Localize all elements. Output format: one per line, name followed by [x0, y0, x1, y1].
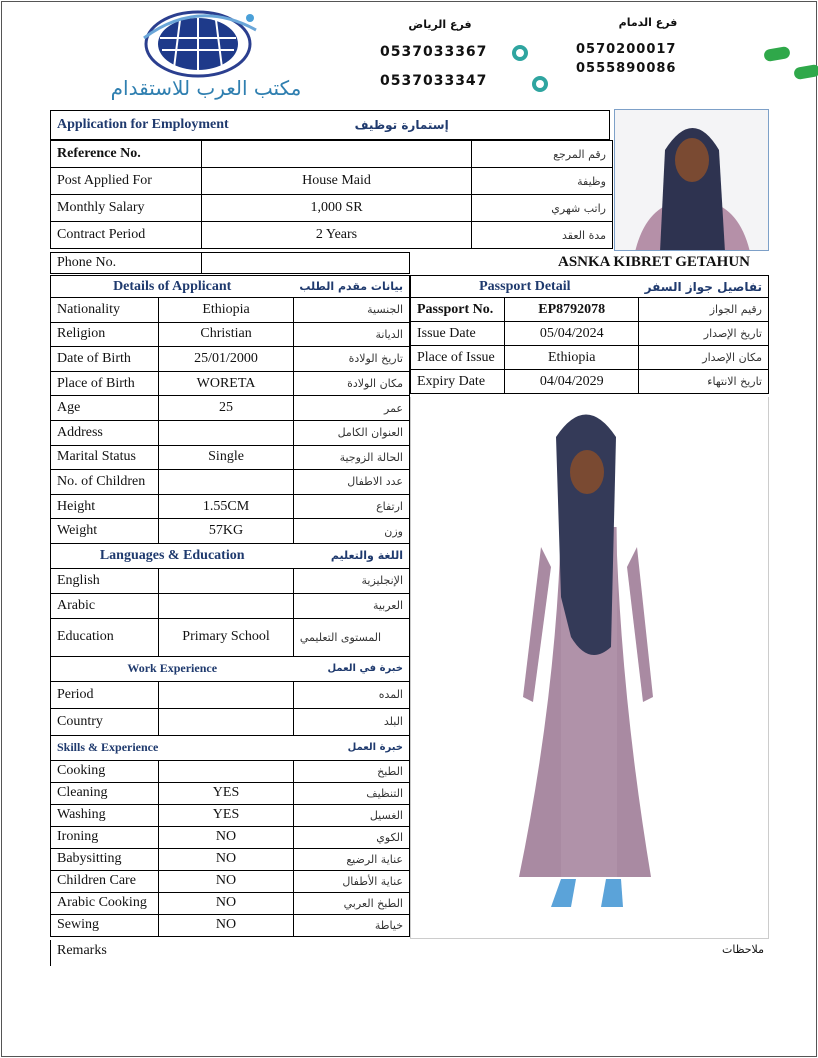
- table-row: [411, 322, 769, 346]
- post-ar: وظيفة: [472, 168, 613, 195]
- table-row: [411, 370, 769, 394]
- row-label-ar: العنوان الكامل: [293, 420, 409, 445]
- dammam-phone-1: 0570200017: [576, 42, 677, 57]
- row-label-ar: الكوي: [293, 826, 409, 848]
- row-label: Place of Issue: [411, 346, 505, 370]
- row-label-ar: العربية: [293, 593, 409, 618]
- table-row: [51, 708, 410, 735]
- logo-text: مكتب العرب للاستقدام: [110, 76, 302, 100]
- table-row: [51, 420, 410, 445]
- table-row: [51, 396, 410, 421]
- row-label-ar: ارتفاع: [293, 494, 409, 519]
- contract-label: Contract Period: [51, 222, 202, 249]
- row-value[interactable]: 57KG: [159, 519, 294, 544]
- table-row: [51, 914, 410, 936]
- row-label: Expiry Date: [411, 370, 505, 394]
- table-row: [51, 347, 410, 372]
- skills-title-en: Skills & Experience: [51, 735, 294, 760]
- row-label-ar: عناية الرضيع: [293, 848, 409, 870]
- row-label: Marital Status: [51, 445, 159, 470]
- skills-title-ar: خبرة العمل: [293, 735, 409, 760]
- row-label: Address: [51, 420, 159, 445]
- row-label-ar: الإنجليزية: [293, 568, 409, 593]
- row-label: Place of Birth: [51, 371, 159, 396]
- row-label: Ironing: [51, 826, 159, 848]
- row-label-ar: مكان الولادة: [293, 371, 409, 396]
- applicant-portrait: [614, 109, 769, 251]
- row-label-ar: الغسيل: [293, 804, 409, 826]
- phone-row-table: [50, 252, 410, 274]
- salary-label: Monthly Salary: [51, 195, 202, 222]
- dammam-branch-label: فرع الدمام: [618, 16, 678, 29]
- table-row: [411, 346, 769, 370]
- row-label-ar: تاريخ الولادة: [293, 347, 409, 372]
- details-title-en: Details of Applicant: [51, 276, 294, 298]
- row-value[interactable]: YES: [159, 782, 294, 804]
- row-label-ar: عمر: [293, 396, 409, 421]
- details-table: [50, 275, 410, 937]
- table-row: [51, 494, 410, 519]
- table-row: [51, 445, 410, 470]
- languages-title-en: Languages & Education: [51, 543, 294, 568]
- application-info-table: [50, 140, 613, 249]
- row-label: Country: [51, 708, 159, 735]
- passport-table: [410, 275, 769, 394]
- table-row: [51, 568, 410, 593]
- row-label-ar: عناية الأطفال: [293, 870, 409, 892]
- title-ar: إستمارة توظيف: [235, 111, 610, 140]
- remarks-line: [50, 940, 769, 966]
- row-value[interactable]: NO: [159, 914, 294, 936]
- row-value[interactable]: [159, 593, 294, 618]
- row-label-ar: رقيم الجواز: [639, 298, 769, 322]
- title-en: Application for Employment: [51, 111, 235, 140]
- row-label-ar: تاريخ الإصدار: [639, 322, 769, 346]
- row-value[interactable]: [159, 708, 294, 735]
- whatsapp-icon: [532, 76, 548, 92]
- row-label-ar: وزن: [293, 519, 409, 544]
- row-value[interactable]: [159, 568, 294, 593]
- row-label: Babysitting: [51, 848, 159, 870]
- row-value[interactable]: Ethiopia: [159, 298, 294, 323]
- row-label: Sewing: [51, 914, 159, 936]
- dammam-phone-2: 0555890086: [576, 61, 677, 76]
- row-label: Arabic: [51, 593, 159, 618]
- row-label: No. of Children: [51, 470, 159, 495]
- reference-ar: رقم المرجع: [472, 141, 613, 168]
- whatsapp-icon: [512, 45, 528, 61]
- contract-value[interactable]: 2 Years: [202, 222, 472, 249]
- row-value[interactable]: 25: [159, 396, 294, 421]
- row-label-ar: تاريخ الانتهاء: [639, 370, 769, 394]
- row-label: Children Care: [51, 870, 159, 892]
- row-value[interactable]: EP8792078: [505, 298, 639, 322]
- reference-label: Reference No.: [51, 141, 202, 168]
- table-row: [51, 298, 410, 323]
- row-value[interactable]: WORETA: [159, 371, 294, 396]
- row-value[interactable]: NO: [159, 848, 294, 870]
- row-label-ar: المده: [293, 681, 409, 708]
- application-header-table: [50, 110, 610, 140]
- row-label: English: [51, 568, 159, 593]
- row-value[interactable]: [159, 420, 294, 445]
- table-row: [51, 870, 410, 892]
- row-value[interactable]: 25/01/2000: [159, 347, 294, 372]
- row-value[interactable]: 04/04/2029: [505, 370, 639, 394]
- row-value[interactable]: NO: [159, 826, 294, 848]
- table-row: [51, 519, 410, 544]
- row-value[interactable]: 1.55CM: [159, 494, 294, 519]
- row-label-ar: الديانة: [293, 322, 409, 347]
- table-row: [51, 322, 410, 347]
- row-value[interactable]: NO: [159, 892, 294, 914]
- table-row: [51, 782, 410, 804]
- post-value[interactable]: House Maid: [202, 168, 472, 195]
- row-label: Date of Birth: [51, 347, 159, 372]
- row-value[interactable]: [159, 470, 294, 495]
- row-label-ar: الطبخ العربي: [293, 892, 409, 914]
- row-label-ar: الطبخ: [293, 760, 409, 782]
- row-label: Issue Date: [411, 322, 505, 346]
- table-row: [51, 848, 410, 870]
- work-title-ar: خبرة في العمل: [293, 656, 409, 681]
- row-label: Period: [51, 681, 159, 708]
- row-label-ar: عدد الاطفال: [293, 470, 409, 495]
- row-label-ar: مكان الإصدار: [639, 346, 769, 370]
- row-value[interactable]: YES: [159, 804, 294, 826]
- remarks-label: Remarks: [57, 943, 107, 958]
- table-row: [51, 826, 410, 848]
- row-label-ar: الجنسية: [293, 298, 409, 323]
- table-row: [51, 618, 410, 656]
- table-row: [51, 470, 410, 495]
- row-value[interactable]: 05/04/2024: [505, 322, 639, 346]
- row-label: Weight: [51, 519, 159, 544]
- passport-title-en: Passport Detail: [411, 276, 639, 298]
- row-label: Cooking: [51, 760, 159, 782]
- post-label: Post Applied For: [51, 168, 202, 195]
- riyadh-branch-label: فرع الرياض: [408, 18, 472, 31]
- details-title-ar: بيانات مقدم الطلب: [293, 276, 409, 298]
- table-row: [51, 371, 410, 396]
- table-row: [51, 892, 410, 914]
- row-label-ar: البلد: [293, 708, 409, 735]
- row-value[interactable]: Primary School: [159, 618, 294, 656]
- table-row: [411, 298, 769, 322]
- languages-title-ar: اللغة والتعليم: [293, 543, 409, 568]
- row-value[interactable]: Ethiopia: [505, 346, 639, 370]
- row-label: Height: [51, 494, 159, 519]
- phone-value[interactable]: [202, 253, 410, 274]
- work-title-en: Work Experience: [51, 656, 294, 681]
- row-label-ar: المستوى التعليمي: [293, 618, 409, 656]
- riyadh-phone-2: 0537033347: [380, 73, 488, 89]
- contract-ar: مدة العقد: [472, 222, 613, 249]
- row-label: Age: [51, 396, 159, 421]
- table-row: [51, 760, 410, 782]
- row-value[interactable]: Christian: [159, 322, 294, 347]
- riyadh-phone-1: 0537033367: [380, 44, 488, 60]
- row-label: Cleaning: [51, 782, 159, 804]
- row-value[interactable]: [159, 760, 294, 782]
- phone-label: Phone No.: [51, 253, 202, 274]
- applicant-full-photo: [410, 397, 769, 939]
- company-logo: [140, 8, 260, 78]
- table-row: [51, 593, 410, 618]
- row-value[interactable]: NO: [159, 870, 294, 892]
- row-label-ar: الحالة الزوجية: [293, 445, 409, 470]
- reference-value[interactable]: [202, 141, 472, 168]
- row-label: Education: [51, 618, 159, 656]
- row-value[interactable]: [159, 681, 294, 708]
- salary-ar: راتب شهري: [472, 195, 613, 222]
- remarks-ar: ملاحظات: [722, 943, 764, 956]
- row-label: Passport No.: [411, 298, 505, 322]
- row-label: Nationality: [51, 298, 159, 323]
- row-value[interactable]: Single: [159, 445, 294, 470]
- row-label: Religion: [51, 322, 159, 347]
- row-label-ar: التنظيف: [293, 782, 409, 804]
- row-label: Washing: [51, 804, 159, 826]
- row-label: Arabic Cooking: [51, 892, 159, 914]
- salary-value[interactable]: 1,000 SR: [202, 195, 472, 222]
- passport-title-ar: تفاصيل جواز السفر: [639, 276, 769, 298]
- row-label-ar: خياطة: [293, 914, 409, 936]
- applicant-name: ASNKA KIBRET GETAHUN: [558, 254, 750, 270]
- table-row: [51, 804, 410, 826]
- table-row: [51, 681, 410, 708]
